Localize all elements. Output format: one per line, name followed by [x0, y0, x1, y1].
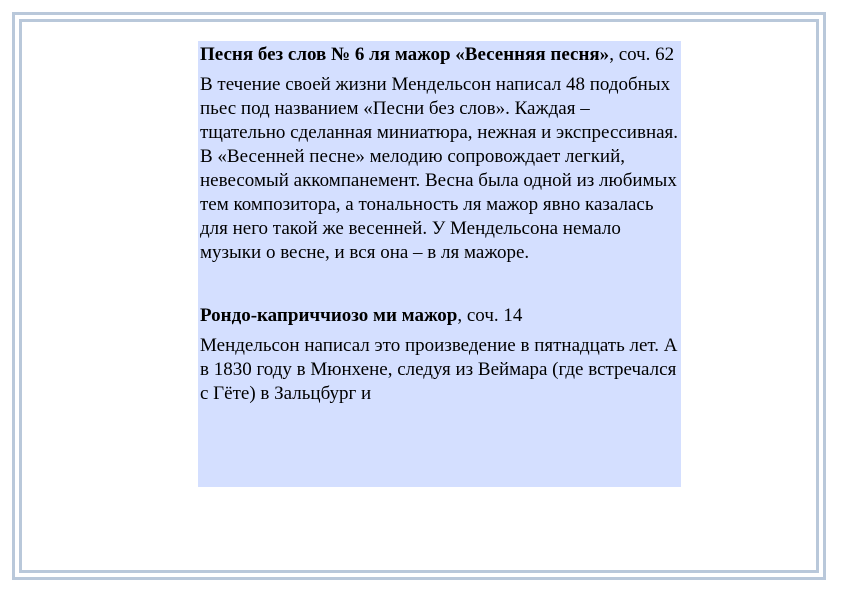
section2-body: Мендельсон написал это произведение в пятнадцать лет. А в 1830 году в Мюнхене, следуя из Веймара (где встречался с Гёте) в Зальцбург и	[200, 335, 678, 404]
section1-title: Песня без слов № 6 ля мажор «Весенняя песня»	[200, 44, 610, 65]
section2-title: Рондо-каприччиозо ми мажор	[200, 305, 458, 326]
section1-heading	[200, 43, 679, 67]
section1-opus: , соч. 62	[609, 44, 675, 65]
text-box	[198, 41, 681, 487]
section1-body: В течение своей жизни Мендельсон написал 48 подобных пьес под названием «Песни без слов». Каждая – тщательно сделанная миниатюра, нежная и экспрессивная. В «Весенней песне» мелодию сопровождает легкий, невесомый аккомпанемент. Весна была одной из любимых тем композитора, а тональность ля мажор явно казалась для него такой же весенней. У Мендельсона немало музыки о весне, и вся она – в ля мажоре.	[200, 74, 679, 263]
section2-heading	[200, 304, 679, 328]
section2-opus: , соч. 14	[457, 305, 523, 326]
